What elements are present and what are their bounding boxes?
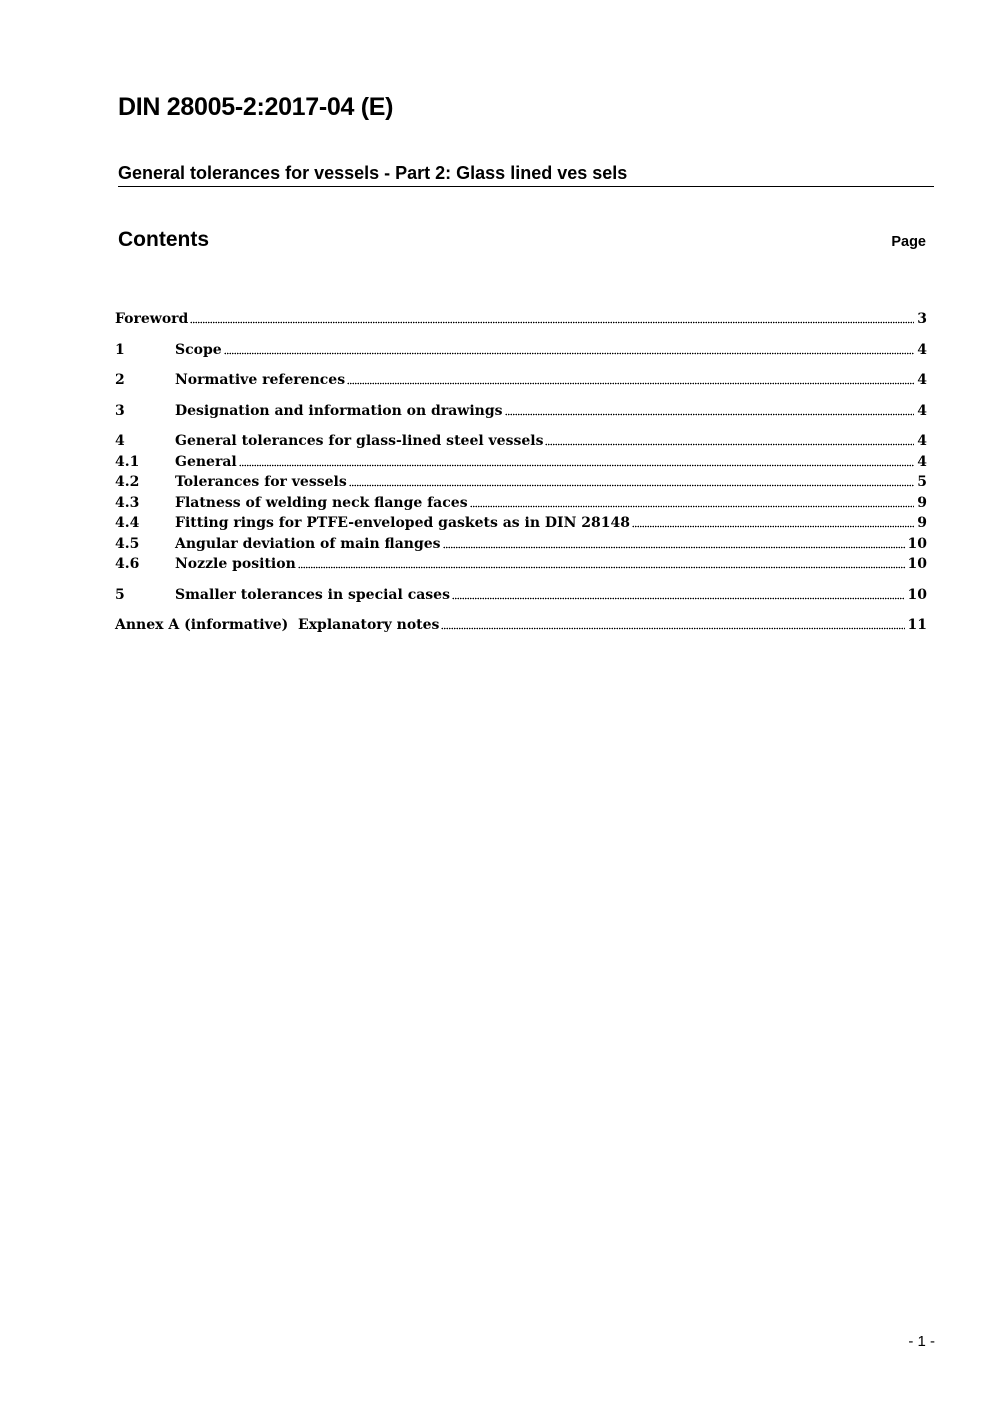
toc-entry-general-tolerances[interactable] (115, 430, 927, 450)
toc-dot-leader (505, 413, 915, 416)
page-column-label: Page (891, 234, 926, 250)
toc-entry-page: 10 (907, 536, 927, 552)
toc-dot-leader (347, 382, 914, 385)
toc-entry-title: Annex A (informative) Explanatory notes (115, 617, 440, 633)
toc-entry-title: Scope (175, 342, 222, 358)
toc-entry-page: 11 (907, 617, 927, 633)
toc-entry-page: 3 (917, 311, 927, 327)
toc-entry-angular-deviation[interactable] (115, 533, 927, 553)
toc-dot-leader (239, 464, 915, 467)
toc-entry-foreword[interactable] (115, 308, 927, 328)
toc-entry-title: Smaller tolerances in special cases (175, 587, 450, 603)
toc-entry-flatness[interactable] (115, 492, 927, 512)
toc-entry-page: 10 (907, 587, 927, 603)
toc-dot-leader (190, 321, 914, 324)
toc-entry-title: Normative references (175, 372, 346, 388)
toc-entry-fitting-rings[interactable] (115, 512, 927, 532)
toc-entry-title: Designation and information on drawings (175, 403, 503, 419)
contents-heading: Contents (118, 228, 209, 251)
toc-entry-page: 5 (917, 474, 927, 490)
toc-entry-page: 4 (917, 403, 927, 419)
toc-dot-leader (349, 484, 915, 487)
toc-entry-annex-a[interactable] (115, 614, 927, 634)
toc-entry-page: 4 (917, 342, 927, 358)
toc-entry-title: Tolerances for vessels (175, 474, 347, 490)
toc-entry-page: 4 (917, 433, 927, 449)
toc-entry-scope[interactable] (115, 339, 927, 359)
toc-entry-title: Fitting rings for PTFE-enveloped gaskets as in DIN 28148 (175, 515, 630, 531)
toc-entry-number: 4.6 (115, 556, 140, 572)
toc-entry-number: 4.3 (115, 495, 140, 511)
toc-entry-normative-references[interactable] (115, 369, 927, 389)
toc-entry-number: 4.5 (115, 536, 140, 552)
toc-entry-general[interactable] (115, 451, 927, 471)
toc-entry-title: Nozzle position (175, 556, 296, 572)
document-id: DIN 28005-2:2017-04 (E) (118, 93, 394, 121)
toc-entry-designation[interactable] (115, 400, 927, 420)
toc-dot-leader (224, 352, 915, 355)
toc-dot-leader (452, 597, 905, 600)
toc-dot-leader (545, 443, 914, 446)
toc-entry-number: 4.4 (115, 515, 140, 531)
toc-dot-leader (298, 566, 905, 569)
toc-dot-leader (443, 546, 905, 549)
page-number: - 1 - (908, 1333, 935, 1350)
toc-entry-tolerances-for-vessels[interactable] (115, 471, 927, 491)
toc-entry-page: 10 (907, 556, 927, 572)
toc-entry-page: 9 (917, 515, 927, 531)
toc-entry-title: General tolerances for glass-lined steel vessels (175, 433, 544, 449)
toc-entry-number: 4.1 (115, 454, 140, 470)
toc-entry-title: General (175, 454, 237, 470)
document-subtitle: General tolerances for vessels - Part 2: Glass lined ves sels (118, 163, 934, 187)
toc-dot-leader (441, 627, 904, 630)
toc-entry-title: Flatness of welding neck flange faces (175, 495, 468, 511)
toc-entry-title: Angular deviation of main flanges (175, 536, 441, 552)
toc-entry-smaller-tolerances[interactable] (115, 584, 927, 604)
toc-entry-number: 3 (115, 403, 125, 419)
toc-entry-number: 4 (115, 433, 125, 449)
toc-entry-page: 4 (917, 454, 927, 470)
toc-entry-number: 2 (115, 372, 125, 388)
toc-entry-page: 9 (917, 495, 927, 511)
toc-entry-nozzle-position[interactable] (115, 553, 927, 573)
toc-entry-page: 4 (917, 372, 927, 388)
toc-entry-number: 1 (115, 342, 125, 358)
toc-entry-number: 4.2 (115, 474, 140, 490)
toc-dot-leader (632, 525, 914, 528)
toc-entry-number: 5 (115, 587, 125, 603)
toc-entry-title: Foreword (115, 311, 189, 327)
toc-dot-leader (470, 505, 915, 508)
